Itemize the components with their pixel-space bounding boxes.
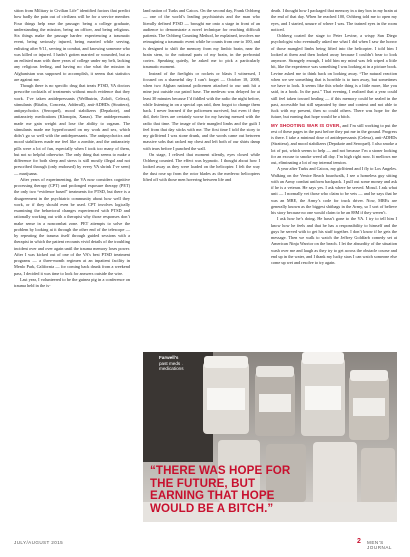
paragraph: sition from Military to Civilian Life” identified factors that predict how badly the pain out of civilians will be for a service member. Four things help ease the passage: being a college graduate, understanding the mission, being an officer, and being religious. Six things make the passage harder: experiencing a traumatic event, being seriously injured, being married while serving, enlisting after 9/11, serving in combat, and knowing someone who was killed or injured. I hadn’t gotten married or wounded, but as an enlisted man with three years of college under my belt, lacking any religious feeling, and having no clue what the mission in Afghanistan was supposed to accomplish, it seems that statistics are against me. [14, 8, 130, 82]
paragraph: Ochberg coated the stage to Peter Levine, a wispy San Diego psychologist who eventually asked me what I did when I saw the horror of those mangled limbs being lifted into the helicopter. I told him I looked at them and then looked away because I couldn’t bear to look anymore. Strangely enough, I told him my mind was felt wiped a little bit, like the experience was something I was looking at in a picture book. Levine asked me to think back on looking away. “The natural reaction when we see something that is horrible is to turn away, but sometimes we have to look. It seems like this whole thing is a little more, like you said, in a book. In the past.” That evening, I realized that a year could still feel taken toward healing — if this memory could be sealed in the past, accessible but still separated by time and context and not able to fuck with my present, then so could others. There was hope for the future, but earning that hope would be a bitch. [271, 33, 397, 120]
paragraph: On stage, I relived that moment silently, eyes closed while Ochberg counted. The effect was hypnotic. I thought about how I looked away as they were loaded on the helicopter. I felt the way the dust rose up from the rotor blades as the medevac helicopters lifted off with those men hovering between life and [143, 151, 260, 182]
caption-name: Farwell's [159, 355, 179, 360]
page-number: 2 [357, 538, 361, 545]
paragraph: Though there is no specific drug that treats PTSD, VA doctors prescribe cocktails of treatments without much evidence that they work. I’ve taken antidepressants (Wellbutrin, Zoloft, Celexa), stimulants (Ritalin, Concerta, Adderall), anti-ADHDs (Strattera), antipsychotics (Seroquel), mood stabilizers (Depakote), and antianxiety medications (Klonopin, Xanax). The antidepressants made me gain weight and lose the ability to orgasm. The stimulants made me hyperfocused on my work and sex, which didn’t go so well with the antidepressants. The antipsychotics and mood stabilizers made me feel like a zombie, and the antianxiety pills were a lot of fun, especially when I took too many of them, but not so helpful otherwise. The only thing that seems to make a difference for both sleep and stress is still mostly illegal and not prescribed through (only endorsed) by every VA shrink I’ve seen) — marijuana. [14, 83, 130, 176]
paragraph: death. I thought how I packaged that memory in a tiny box in my brain at the end of that day. When he reached 100, Ochberg told me to open my eyes, and I started, unsure of where I was. The trained eyes in the room noticed. [271, 8, 398, 32]
paragraph-text: and I’m still working to put the rest of these pages in the past before they put me in the ground. Progress is there. I take a minimal dose of antidepressants (Celexa), anti-ADHDs (Strattera), and mood stabilizers (Depakote and Seroquel). I also smoke a lot of pot, which seems to help — and not because I’m a stoner looking for an excuse to smoke weed all day. I’m high right now. It mellows me out, eliminating a lot of my internal tension. [271, 122, 398, 165]
magazine-name: MEN'S JOURNAL [367, 539, 392, 550]
paragraph: After years of experimenting, the VA now considers cognitive processing therapy (CPT) and prolonged exposure therapy (PET) the only two “evidence based” treatments for PTSD, but there is a disagreement in the psychiatric community about how well they work, or if they should even be used. CPT involves logically examining the behavioral changes experienced with PTSD and rationally working out with a therapist why those responses don’t make sense in a noncombat zone. PET attempts to solve the problem by looking at it through the other end of the telescope — by repeating the trauma itself through guided sessions with a therapist in which the patient recounts vivid details of the troubling incident over and over again until the trauma memory loses power. After I was kicked out of one of the VA’s best PTSD treatment programs — a three-month regimen at an inpatient facility in Menlo Park, California — for coming back drunk from a weekend pass, I decided it was time to look for answers outside the wire. [14, 176, 130, 276]
text-column-1 [14, 8, 130, 289]
text-column-3 [271, 8, 397, 266]
paragraph: Instead of the firefights or rockets or blasts I witnessed, I focused on a shameful day I can’t forget — October 18, 2008, when two Afghan national policemen attached to our unit hit a mine just outside our patrol base. The medevac was delayed for at least 30 minutes because I’d fiddled with the radio the night before, while listening in on a special ops raid, then forgot to change them back. I never learned if the policemen survived, but even if they did, their lives are certainly worse for my having messed with the radio that time. The image of their mangled limbs and the guilt I feel from that day sticks with me. The first time I told the story to my girlfriend I was stone drunk, and the words came out between massive sobs that racked my chest and left both of our shirts damp with tears before I punched the wall. [143, 70, 260, 151]
section-lead-in: MY SHOOTING WAR IS OVER, [271, 122, 341, 128]
pull-quote: “THERE WAS HOPE FOR THE FUTURE, BUT EARNING THAT HOPE WOULD BE A BITCH.” [150, 464, 291, 515]
page-footer [0, 538, 410, 550]
section-paragraph [271, 123, 397, 167]
paragraph: land nation of Turks and Caicos. On the second day, Frank Ochberg — one of the world’s leading psychiatrists and the man who literally defined PTSD — brought me onto a stage in front of an audience to demonstrate a novel technique for reaching difficult patients. The Ochberg Counting Method, he explained, involves me reimagining a traumatic event while he counts from one to 100, and is designed to shift the memory from my limbic brain, near the brain stem, to the rational parts of my brain, in the prefrontal cortex. Speaking quietly, he asked me to pick a particularly traumatic moment. [143, 8, 260, 70]
paragraph: I ask how he’s doing. He hasn’t gone to the VA. I try to tell him I know how he feels and that he has a responsibility to himself and the guys he served with to get his stuff together. I don’t know if he gets the message. Then we walk to watch the Jeffrey Goldfarb comedy set at American Ninja Warrior on the beach. I let the absurdity of the situation wash over me and laugh as they try to get across the obstacle course and end up in the water, and I thank my lucky stars I can watch someone else come up wet and resolve to try again. [271, 216, 397, 265]
paragraph: Last year, I volunteered to be the guinea pig in a conference on trauma held in the is- [14, 276, 130, 288]
photo-caption [159, 355, 209, 372]
issue-date: JULY/AUGUST 2015 [14, 540, 64, 545]
paragraph: A year after Turks and Caicos, my girlfriend and I fly to Los Angeles. Walking on the Venice Beach boardwalk, I see a homeless guy sitting with an Army combat uniform backpack. I pull out some money and ask if he is a veteran. He says yes. I ask where he served. Mosul. I ask what unit — I normally vet those who claim to be vets — and he says that he was an MRE, the Army’s code for truck driver. Now, MREs are generally known as the biggest shitbags in the Army, so I sort of believe his story because no one would claim to be an 88M if they weren’t. [271, 166, 397, 215]
text-column-2 [143, 8, 260, 183]
caption-text: past meds﹒ medications [159, 360, 185, 372]
